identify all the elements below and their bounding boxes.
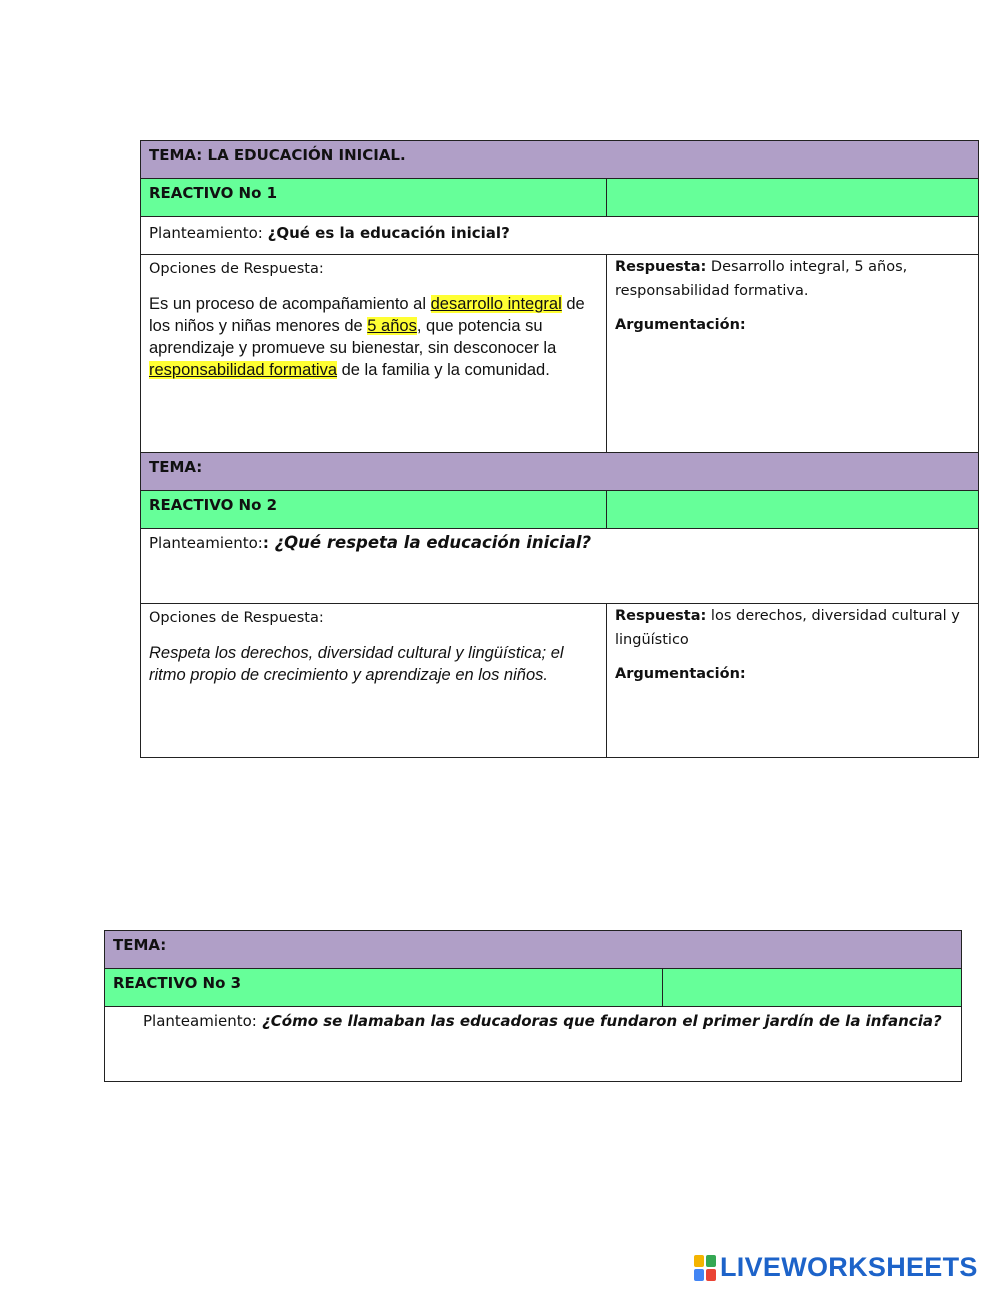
planteamiento-1: Planteamiento: ¿Qué es la educación inicial?	[141, 217, 979, 255]
opcion-1-text: Es un proceso de acompañamiento al desarrollo integral de los niños y niñas menores de 5 años, que potencia su aprendizaje y promueve su bienestar, sin desconocer la responsabilidad formativa de la familia y la comunidad.	[149, 295, 585, 379]
worksheet-table-2	[104, 930, 962, 1082]
reactivo-2-answer-cell[interactable]	[607, 491, 979, 529]
reactivo-3-answer-cell[interactable]	[663, 969, 962, 1007]
tema-header: TEMA: LA EDUCACIÓN INICIAL.	[141, 141, 979, 179]
opciones-respuesta-1	[141, 255, 607, 453]
reactivo-2-label: REACTIVO No 2	[141, 491, 607, 529]
liveworksheets-logo	[694, 1252, 978, 1283]
logo-text: LIVEWORKSHEETS	[720, 1252, 978, 1282]
tema-3-header: TEMA:	[105, 931, 962, 969]
argumentacion-2-label: Argumentación:	[615, 666, 746, 682]
opciones-respuesta-2	[141, 604, 607, 758]
opciones-label-2: Opciones de Respuesta:	[149, 610, 324, 626]
respuesta-2-cell	[607, 604, 979, 758]
argumentacion-1-label: Argumentación:	[615, 317, 746, 333]
reactivo-1-label: REACTIVO No 1	[141, 179, 607, 217]
worksheet-table-1	[140, 140, 979, 758]
tema-2-header: TEMA:	[141, 453, 979, 491]
respuesta-2: Respuesta: los derechos, diversidad cultural y lingüístico	[615, 608, 960, 648]
reactivo-1-answer-cell[interactable]	[607, 179, 979, 217]
opciones-label: Opciones de Respuesta:	[149, 261, 324, 277]
logo-mark-icon	[694, 1255, 716, 1281]
planteamiento-3: Planteamiento: ¿Cómo se llamaban las educadoras que fundaron el primer jardín de la infancia?	[105, 1007, 962, 1082]
reactivo-3-label: REACTIVO No 3	[105, 969, 663, 1007]
respuesta-1-cell	[607, 255, 979, 453]
planteamiento-2: Planteamiento:: ¿Qué respeta la educación inicial?	[141, 529, 979, 604]
respuesta-1: Respuesta: Desarrollo integral, 5 años, responsabilidad formativa.	[615, 259, 908, 299]
opcion-2-text: Respeta los derechos, diversidad cultural y lingüística; el ritmo propio de crecimiento y aprendizaje en los niños.	[149, 644, 564, 684]
